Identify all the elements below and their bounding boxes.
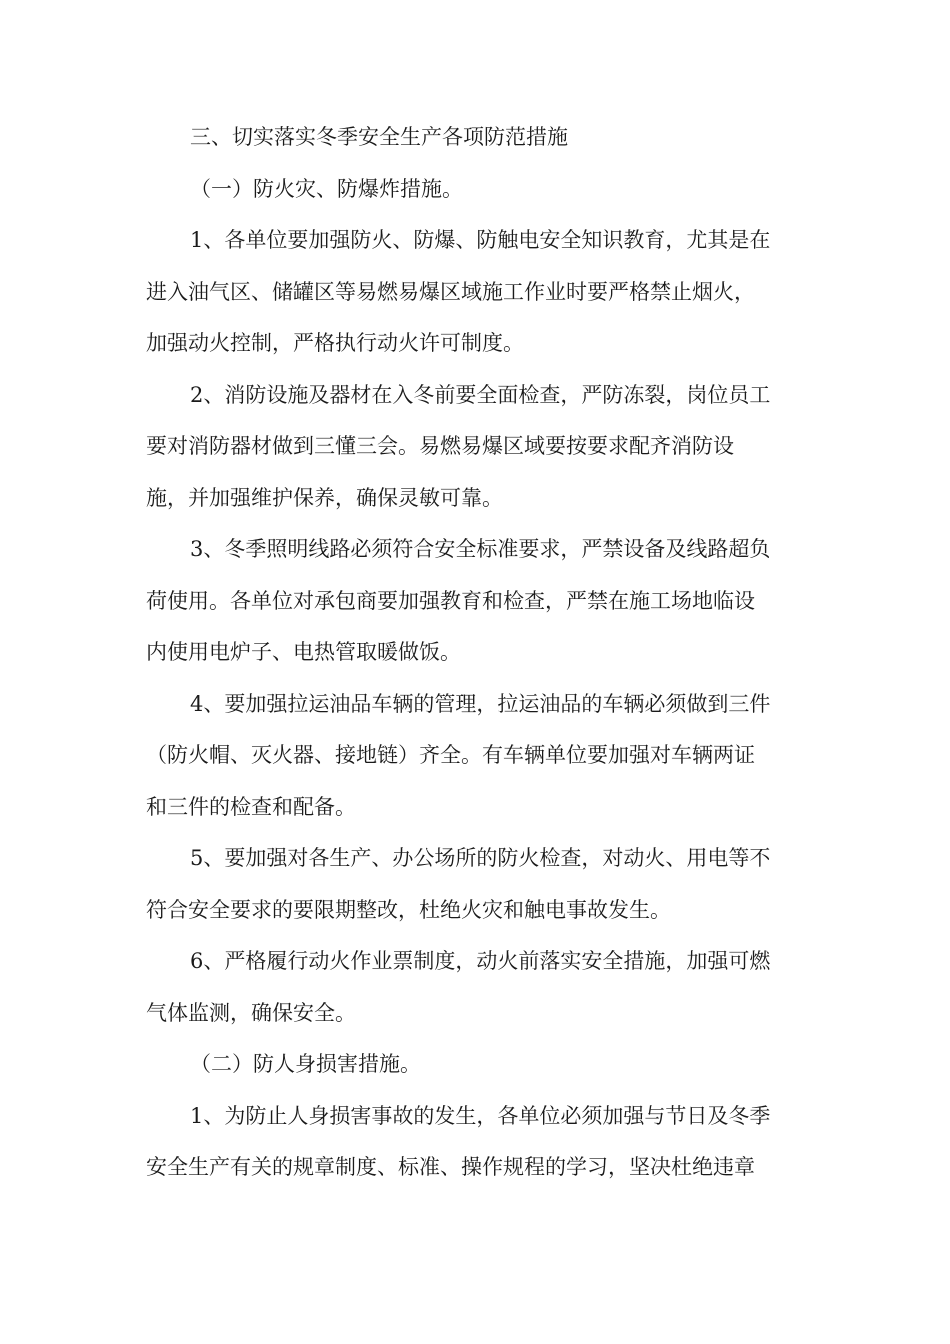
paragraph-line: 安全生产有关的规章制度、标准、操作规程的学习，坚决杜绝违章: [146, 1155, 755, 1179]
paragraph-line: 施，并加强维护保养，确保灵敏可靠。: [146, 485, 503, 510]
paragraph-line: （防火帽、灭火器、接地链）齐全。有车辆单位要加强对车辆两证: [146, 743, 755, 767]
paragraph-line: 3、冬季照明线路必须符合安全标准要求，严禁设备及线路超负: [190, 537, 771, 561]
paragraph-line: 5、要加强对各生产、办公场所的防火检查，对动火、用电等不: [190, 846, 771, 870]
paragraph-line: 进入油气区、储罐区等易燃易爆区域施工作业时要严格禁止烟火，: [146, 279, 755, 304]
paragraph-line: 加强动火控制，严格执行动火许可制度。: [146, 331, 524, 355]
paragraph-line: 内使用电炉子、电热管取暖做饭。: [146, 640, 461, 664]
document-body: [146, 112, 808, 1194]
paragraph-line: 荷使用。各单位对承包商要加强教育和检查，严禁在施工场地临设: [146, 588, 755, 613]
paragraph-line: 1、各单位要加强防火、防爆、防触电安全知识教育，尤其是在: [190, 228, 771, 252]
section-heading: 三、切实落实冬季安全生产各项防范措施: [190, 125, 568, 149]
paragraph-line: 1、为防止人身损害事故的发生，各单位必须加强与节日及冬季: [190, 1103, 771, 1128]
paragraph-line: 和三件的检查和配备。: [146, 794, 356, 819]
paragraph-line: 要对消防器材做到三懂三会。易燃易爆区域要按要求配齐消防设: [146, 434, 734, 458]
paragraph-line: 6、严格履行动火作业票制度，动火前落实安全措施，加强可燃: [190, 949, 771, 973]
paragraph-line: 符合安全要求的要限期整改，杜绝火灾和触电事故发生。: [146, 897, 671, 922]
subsection-heading: （一）防火灾、防爆炸措施。: [190, 176, 463, 201]
paragraph-line: 4、要加强拉运油品车辆的管理，拉运油品的车辆必须做到三件: [190, 691, 771, 716]
paragraph-line: 气体监测，确保安全。: [146, 1000, 356, 1025]
subsection-heading: （二）防人身损害措施。: [190, 1052, 421, 1076]
paragraph-line: 2、消防设施及器材在入冬前要全面检查，严防冻裂，岗位员工: [190, 382, 771, 407]
